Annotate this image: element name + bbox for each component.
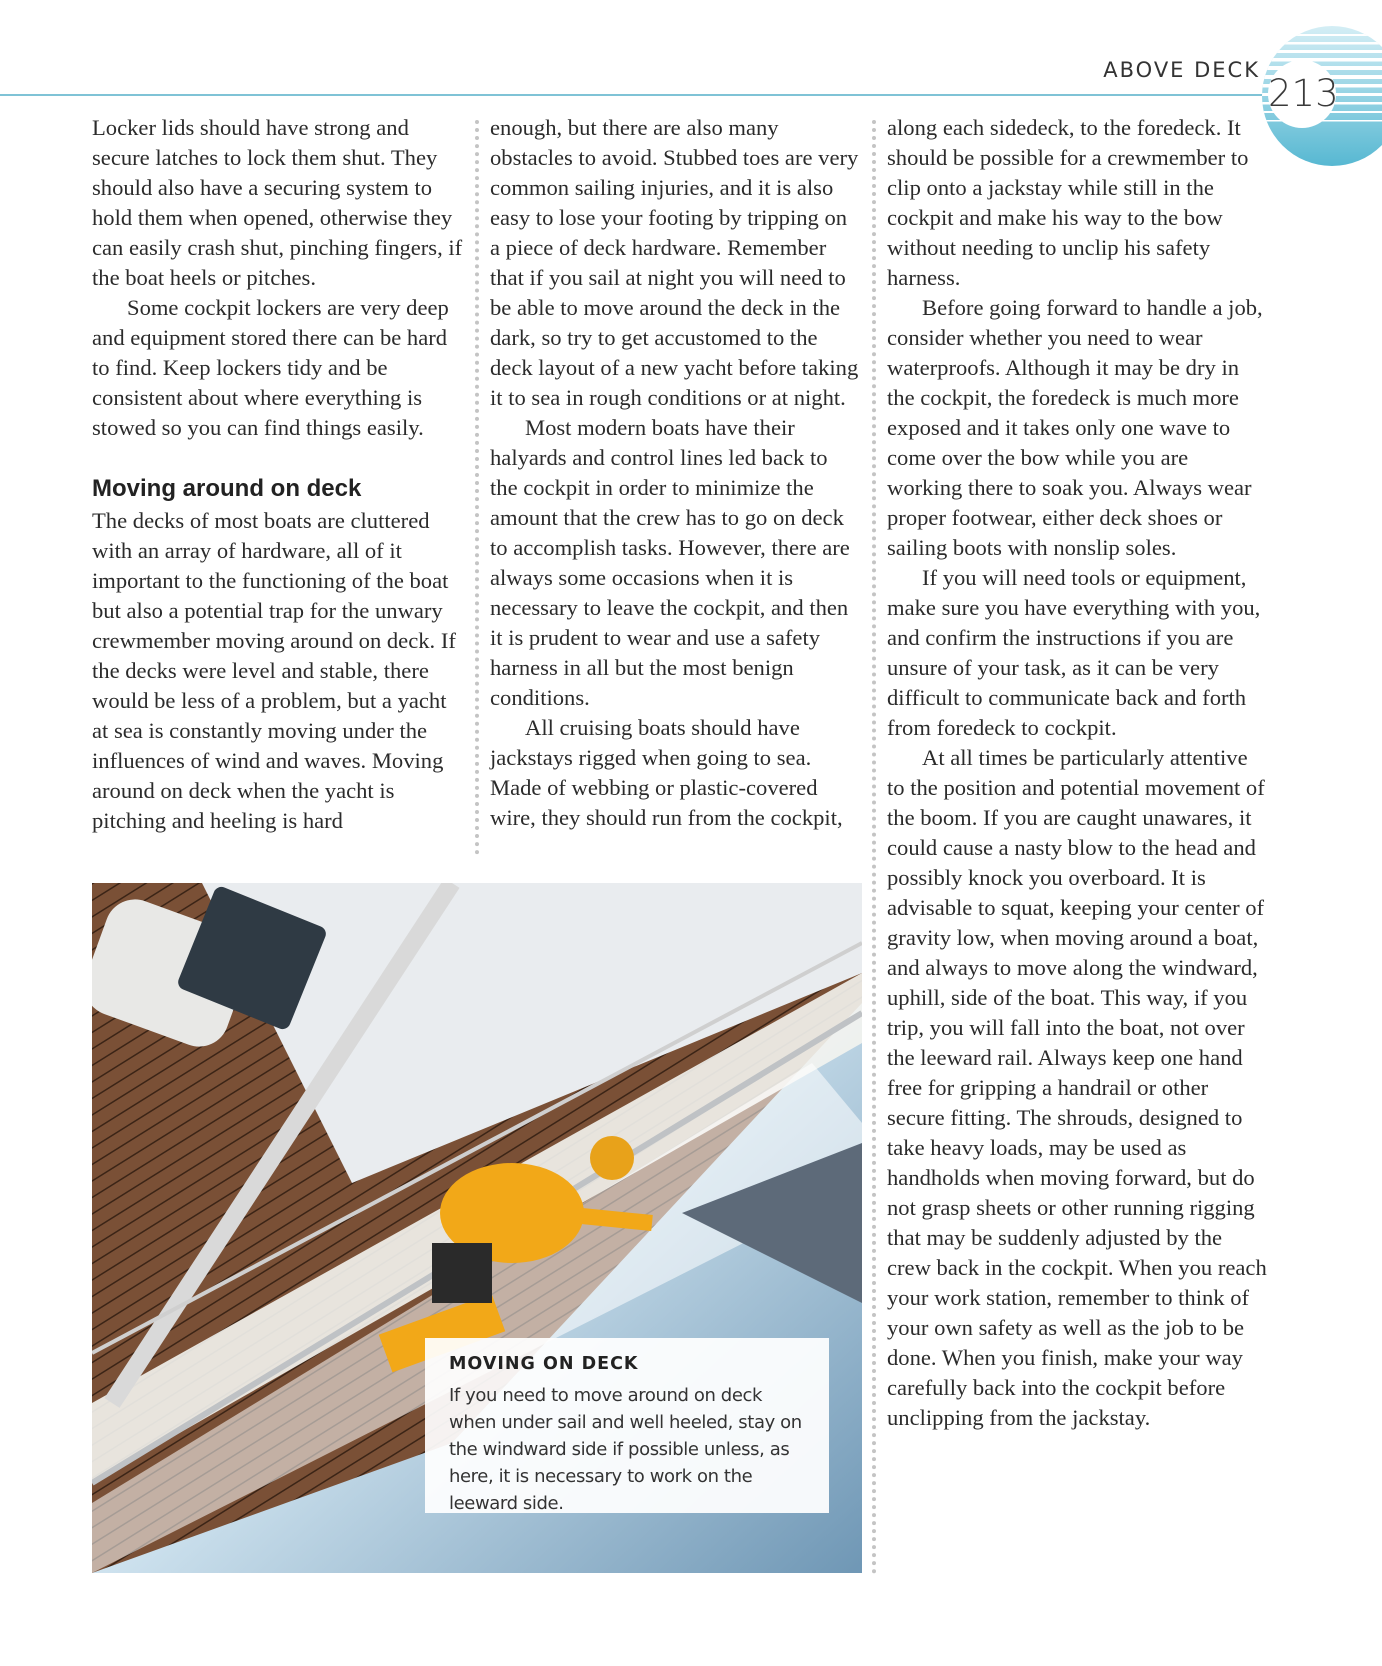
body-paragraph: enough, but there are also many obstacles to avoid. Stubbed toes are very common sailing injuries, and it is also easy to lose your footing by tripping on a piece of deck hardware. Remember that if you sail at night you will need to be able to move around the deck in the dark, so try to get accustomed to the deck layout of a new yacht before taking it to sea in rough conditions or at night. <box>490 115 859 410</box>
body-paragraph: The decks of most boats are cluttered with an array of hardware, all of it important to the functioning of the boat but also a potential trap for the unwary crewmember moving around on deck. If the decks were level and stable, there would be less of a problem, but a yacht at sea is constantly moving under the influences of wind and waves. Moving around on deck when the yacht is pitching and heeling is hard <box>92 508 456 833</box>
section-heading: Moving around on deck <box>92 475 362 502</box>
column-1 <box>92 113 464 836</box>
header-rule <box>0 94 1280 96</box>
running-head: ABOVE DECK <box>1103 58 1260 82</box>
caption-title: MOVING ON DECK <box>449 1354 639 1374</box>
body-paragraph: Locker lids should have strong and secure latches to lock them shut. They should also have a securing system to hold them when opened, otherwise they can easily crash shut, pinching fingers, if the boat heels or pitches. <box>92 115 463 290</box>
body-paragraph: All cruising boats should have jackstays rigged when going to sea. Made of webbing or plastic-covered wire, they should run from the cockpit, <box>490 715 843 830</box>
body-paragraph: If you will need tools or equipment, make sure you have everything with you, and confirm the instructions if you are unsure of your task, as it can be very difficult to communicate back and forth from foredeck to cockpit. <box>887 565 1261 740</box>
caption-text: If you need to move around on deck when under sail and well heeled, stay on the windward side if possible unless, as here, it is necessary to work on the leeward side. <box>449 1385 802 1514</box>
body-paragraph: At all times be particularly attentive to the position and potential movement of the boom. If you are caught unawares, it could cause a nasty blow to the head and possibly knock you overboard. It is advisable to squat, keeping your center of gravity low, when moving around a boat, and always to move along the windward, uphill, side of the boat. This way, if you trip, you will fall into the boat, not over the leeward rail. Always keep one hand free for gripping a handrail or other secure fitting. The shrouds, designed to take heavy loads, may be used as handholds when moving forward, but do not grasp sheets or other running rigging that may be suddenly adjusted by the crew back in the cockpit. When you reach your work station, remember to think of your own safety as well as the job to be done. When you finish, make your way carefully back into the cockpit before unclipping from the jackstay. <box>887 745 1267 1430</box>
column-2 <box>490 113 860 833</box>
column-divider <box>872 120 876 1575</box>
column-3 <box>887 113 1267 1433</box>
body-paragraph: Some cockpit lockers are very deep and equipment stored there can be hard to find. Keep lockers tidy and be consistent about where everything is stowed so you can find things easily. <box>92 295 449 440</box>
body-paragraph: Before going forward to handle a job, consider whether you need to wear waterproofs. Although it may be dry in the cockpit, the foredeck is much more exposed and it takes only one wave to come over the bow while you are working there to soak you. Always wear proper footwear, either deck shoes or sailing boots with nonslip soles. <box>887 295 1263 560</box>
body-paragraph: Most modern boats have their halyards and control lines led back to the cockpit in order to minimize the amount that the crew has to go on deck to accomplish tasks. However, there are always some occasions when it is necessary to leave the cockpit, and then it is prudent to wear and use a safety harness in all but the most benign conditions. <box>490 415 850 710</box>
page-number: 213 <box>1268 72 1339 115</box>
body-paragraph: along each sidedeck, to the foredeck. It should be possible for a crewmember to clip onto a jackstay while still in the cockpit and make his way to the bow without needing to unclip his safety harness. <box>887 115 1249 290</box>
photo-caption <box>425 1338 829 1513</box>
column-divider <box>475 120 479 855</box>
